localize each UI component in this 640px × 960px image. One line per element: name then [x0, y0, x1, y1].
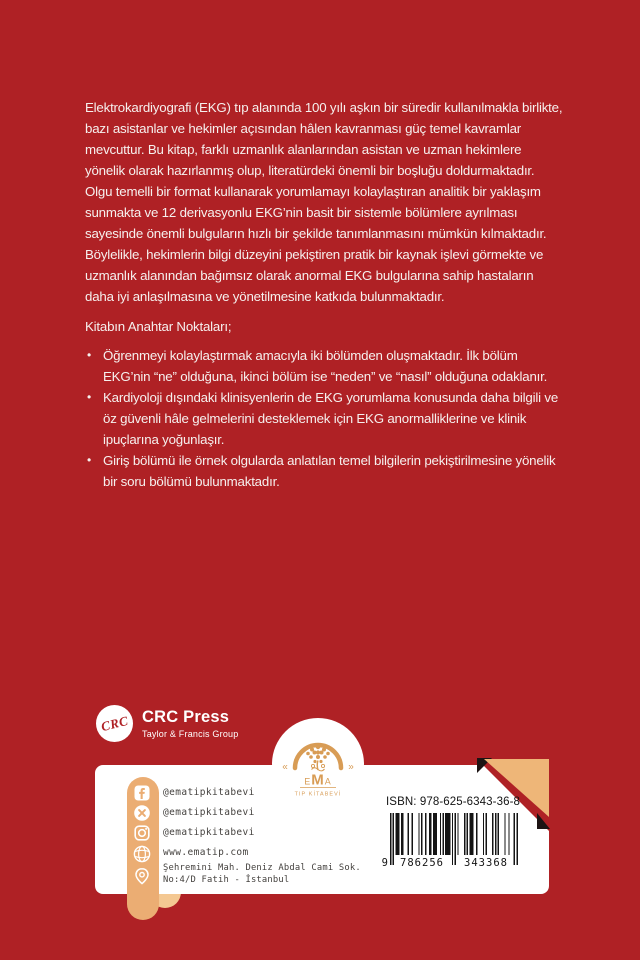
book-description: Elektrokardiyografi (EKG) tıp alanında 100 yılı aşkın bir süredir kullanılmakla birlikte, bazı asistanlar ve hekimler açısından hâlen kavranması güç temel kavramlar mevcuttur. Bu kitap, farklı uzmanlık alanlarından asistan ve uzman hekimlere yönelik olarak hazırlanmış olup, literatürdeki önemli bir boşluğu doldurmaktadır. Olgu temelli bir format kullanarak yorumlamayı kolaylaştıran analitik bir yaklaşım sunmakta ve 12 derivasyonlu EKG’nin basit bir sistemle bölümlere ayrılması sayesinde önemli bulguların hızlı bir şekilde tanımlanmasını mümkün kılmaktadır. Böylelikle, hekimlerin bilgi düzeyini pekiştiren pratik bir kaynak işlevi görmekte ve uzmanlık alanından bağımsız olarak anormal EKG bulgularına sahip hastaların daha iyi anlaşılmasına ve yönetilmesine katkıda bulunmaktadır.	[85, 100, 563, 304]
bookstore-logo-badge	[272, 718, 364, 810]
description-block	[85, 97, 563, 492]
bullet-icon: •	[87, 348, 92, 362]
facebook-icon	[132, 783, 152, 803]
key-point-item	[85, 387, 563, 450]
website-url: www.ematip.com	[163, 847, 249, 858]
chevron-right-icon: »	[348, 761, 354, 773]
instagram-icon	[132, 823, 152, 843]
x-twitter-handle: @ematipkitabevi	[163, 807, 255, 818]
crc-badge-icon	[96, 705, 133, 742]
key-point-text: Kardiyoloji dışındaki klinisyenlerin de EKG yorumlama konusunda daha bilgili ve öz güvenli hâle gelmelerini desteklemek için EKG anormalliklerine ve klinik ipuçlarına yoğunlaşır.	[103, 390, 559, 447]
publisher-text	[142, 708, 238, 739]
globe-icon	[132, 844, 152, 864]
publisher-tagline: Taylor & Francis Group	[142, 729, 239, 739]
logo-letter-e: E	[304, 776, 312, 787]
publisher-name: CRC Press	[142, 708, 230, 726]
address	[163, 863, 361, 886]
barcode-digit-group: 9	[381, 857, 389, 869]
crc-badge-text: CRC	[99, 712, 130, 734]
bookstore-subtitle: TIP KİTABEVİ	[294, 791, 342, 798]
key-point-item	[85, 345, 563, 387]
key-point-text: Öğrenmeyi kolaylaştırmak amacıyla iki bölümden oluşmaktadır. İlk bölüm EKG’nin “ne” olduğuna, ikinci bölüm ise “neden” ve “nasıl” olduğuna odaklanır.	[103, 348, 548, 384]
key-point-item	[85, 450, 563, 492]
key-points-list	[85, 345, 563, 492]
key-points-heading: Kitabın Anahtar Noktaları;	[85, 319, 232, 334]
chevron-left-icon: «	[282, 761, 288, 773]
barcode-digit-group: 786256	[400, 857, 444, 869]
barcode-digit-group: 343368	[464, 857, 508, 869]
isbn-label: ISBN: 978-625-6343-36-8	[386, 796, 520, 808]
key-point-text: Giriş bölümü ile örnek olgularda anlatılan temel bilgilerin pekiştirilmesine yönelik bir soru bölümü bulunmaktadır.	[103, 453, 556, 489]
logo-letter-m: M	[311, 771, 325, 789]
bookstore-name	[304, 772, 332, 789]
x-twitter-icon	[132, 803, 152, 823]
ean13-barcode	[381, 813, 518, 871]
address-line-1: Şehremini Mah. Deniz Abdal Cami Sok.	[163, 863, 361, 873]
logo-letter-a: A	[324, 776, 332, 787]
ema-tree-icon	[272, 718, 364, 810]
facebook-handle: @ematipkitabevi	[163, 787, 255, 798]
location-pin-icon	[132, 866, 152, 886]
instagram-handle: @ematipkitabevi	[163, 827, 255, 838]
address-line-2: No:4/D Fatih - İstanbul	[163, 874, 290, 885]
bullet-icon: •	[87, 390, 92, 404]
bullet-icon: •	[87, 453, 92, 467]
publisher-logo	[96, 705, 238, 742]
